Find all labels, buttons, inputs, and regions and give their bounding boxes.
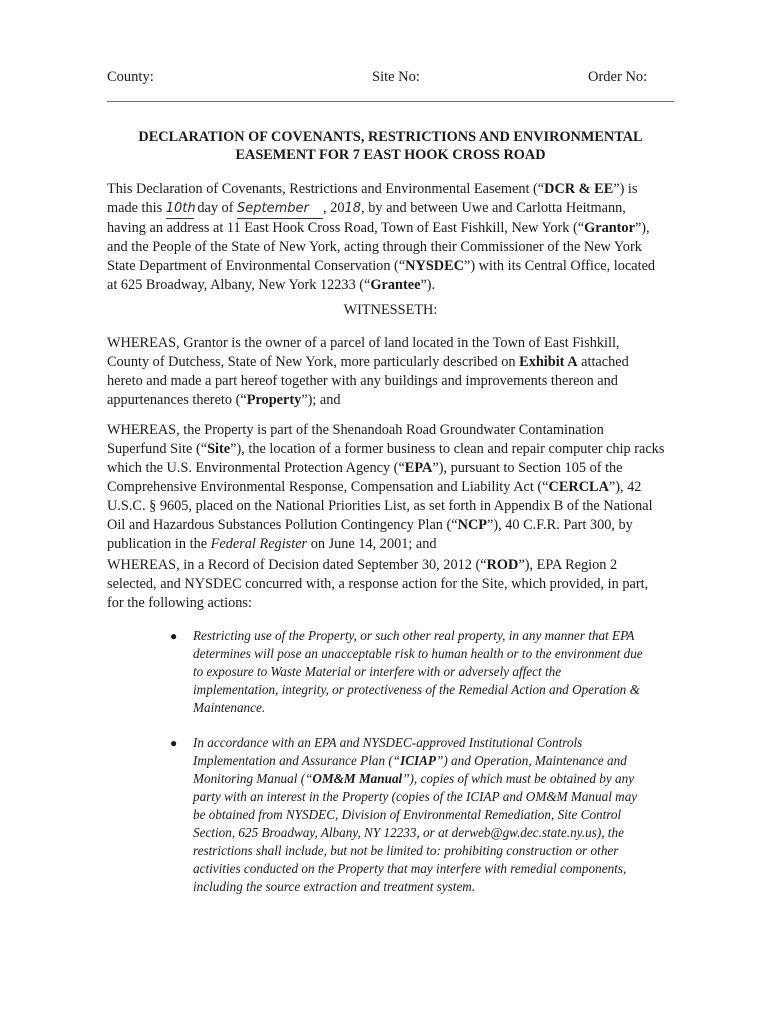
intro-line: having an address at 11 East Hook Cross Road, Town of East Fishkill, New York (“Grantor”), [107,220,650,236]
title-line-2: EASEMENT FOR 7 EAST HOOK CROSS ROAD [235,147,546,163]
bullet2-line: including the source extraction and treatment system. [193,879,476,894]
bullet1-line: Restricting use of the Property, or such other real property, in any manner that EPA [193,628,635,643]
whereas-paragraph-2 [107,421,679,554]
witnesseth-heading: WITNESSETH: [343,302,438,318]
bullet2-line: activities conducted on the Property that may interfere with remedial components, [193,861,627,876]
bullet2-line: be obtained from NYSDEC, Division of Environmental Remediation, Site Control [193,807,622,822]
whereas2-line: publication in the Federal Register on June 14, 2001; and [107,536,437,552]
actions-bullet-list [168,627,678,896]
site-no-label: Site No: [372,69,420,85]
title-line-1: DECLARATION OF COVENANTS, RESTRICTIONS AND ENVIRONMENTAL [138,129,643,145]
document-title [107,128,674,164]
bullet2-line: party with an interest in the Property (copies of the ICIAP and OM&M Manual may [193,789,638,804]
order-no-label: Order No: [588,69,648,85]
bullet-icon: ● [170,629,178,643]
intro-line: at 625 Broadway, Albany, New York 12233 (“Grantee”). [107,277,436,293]
whereas2-line: which the U.S. Environmental Protection Agency (“EPA”), pursuant to Section 105 of the [107,460,623,476]
bullet2-line: In accordance with an EPA and NYSDEC-approved Institutional Controls [193,735,583,750]
county-label: County: [107,69,154,85]
bullet-item-iciap [168,734,678,896]
whereas1-line: County of Dutchess, State of New York, more particularly described on Exhibit A attached [107,354,629,370]
whereas-paragraph-3 [107,556,679,613]
intro-line: and the People of the State of New York, acting through their Commissioner of the New York [107,239,642,255]
intro-line-dates: made this 10th day of September , 2018, by and between Uwe and Carlotta Heitmann, [107,199,679,219]
bullet1-line: to exposure to Waste Material or interfere with or adversely affect the [193,664,562,679]
bullet2-line: Section, 625 Broadway, Albany, NY 12233, or at derweb@gw.dec.state.ny.us), the [193,825,624,840]
bullet1-line: determines will pose an unacceptable risk to human health or to the environment due [193,646,643,661]
whereas2-line: WHEREAS, the Property is part of the Shenandoah Road Groundwater Contamination [107,422,604,438]
bullet1-line: Maintenance. [193,700,266,715]
bullet1-line: implementation, integrity, or protectiveness of the Remedial Action and Operation & [193,682,640,697]
bullet-icon: ● [170,736,178,750]
bullet-item-restricting-use [168,627,678,717]
bullet2-line: Monitoring Manual (“OM&M Manual”), copies of which must be obtained by any [193,771,635,786]
whereas3-line: for the following actions: [107,595,252,611]
whereas2-line: Oil and Hazardous Substances Pollution Contingency Plan (“NCP”), 40 C.F.R. Part 300, by [107,517,633,533]
whereas2-line: U.S.C. § 9605, placed on the National Priorities List, as set forth in Appendix B of the National [107,498,653,514]
handwritten-year: 18 [344,201,362,216]
whereas2-line: Comprehensive Environmental Response, Compensation and Liability Act (“CERCLA”), 42 [107,479,642,495]
header-divider [107,101,674,102]
whereas1-line: hereto and made a part hereof together with any buildings and improvements thereon and [107,373,618,389]
whereas1-line: WHEREAS, Grantor is the owner of a parcel of land located in the Town of East Fishkill, [107,335,620,351]
bullet2-line: Implementation and Assurance Plan (“ICIAP”) and Operation, Maintenance and [193,753,627,768]
bullet2-line: restrictions shall include, but not be limited to: prohibiting construction or other [193,843,619,858]
whereas3-line: selected, and NYSDEC concurred with, a response action for the Site, which provided, in part, [107,576,649,592]
intro-line: This Declaration of Covenants, Restrictions and Environmental Easement (“DCR & EE”) is [107,181,638,197]
whereas-paragraph-1 [107,334,679,410]
handwritten-month: September [237,199,323,219]
intro-paragraph [107,180,679,295]
whereas1-line: appurtenances thereto (“Property”); and [107,392,341,408]
whereas2-line: Superfund Site (“Site”), the location of a former business to clean and repair computer chip racks [107,441,665,457]
handwritten-day: 10th [166,199,194,219]
intro-line: State Department of Environmental Conservation (“NYSDEC”) with its Central Office, located [107,258,656,274]
document-header [107,68,674,88]
whereas3-line: WHEREAS, in a Record of Decision dated September 30, 2012 (“ROD”), EPA Region 2 [107,557,618,573]
